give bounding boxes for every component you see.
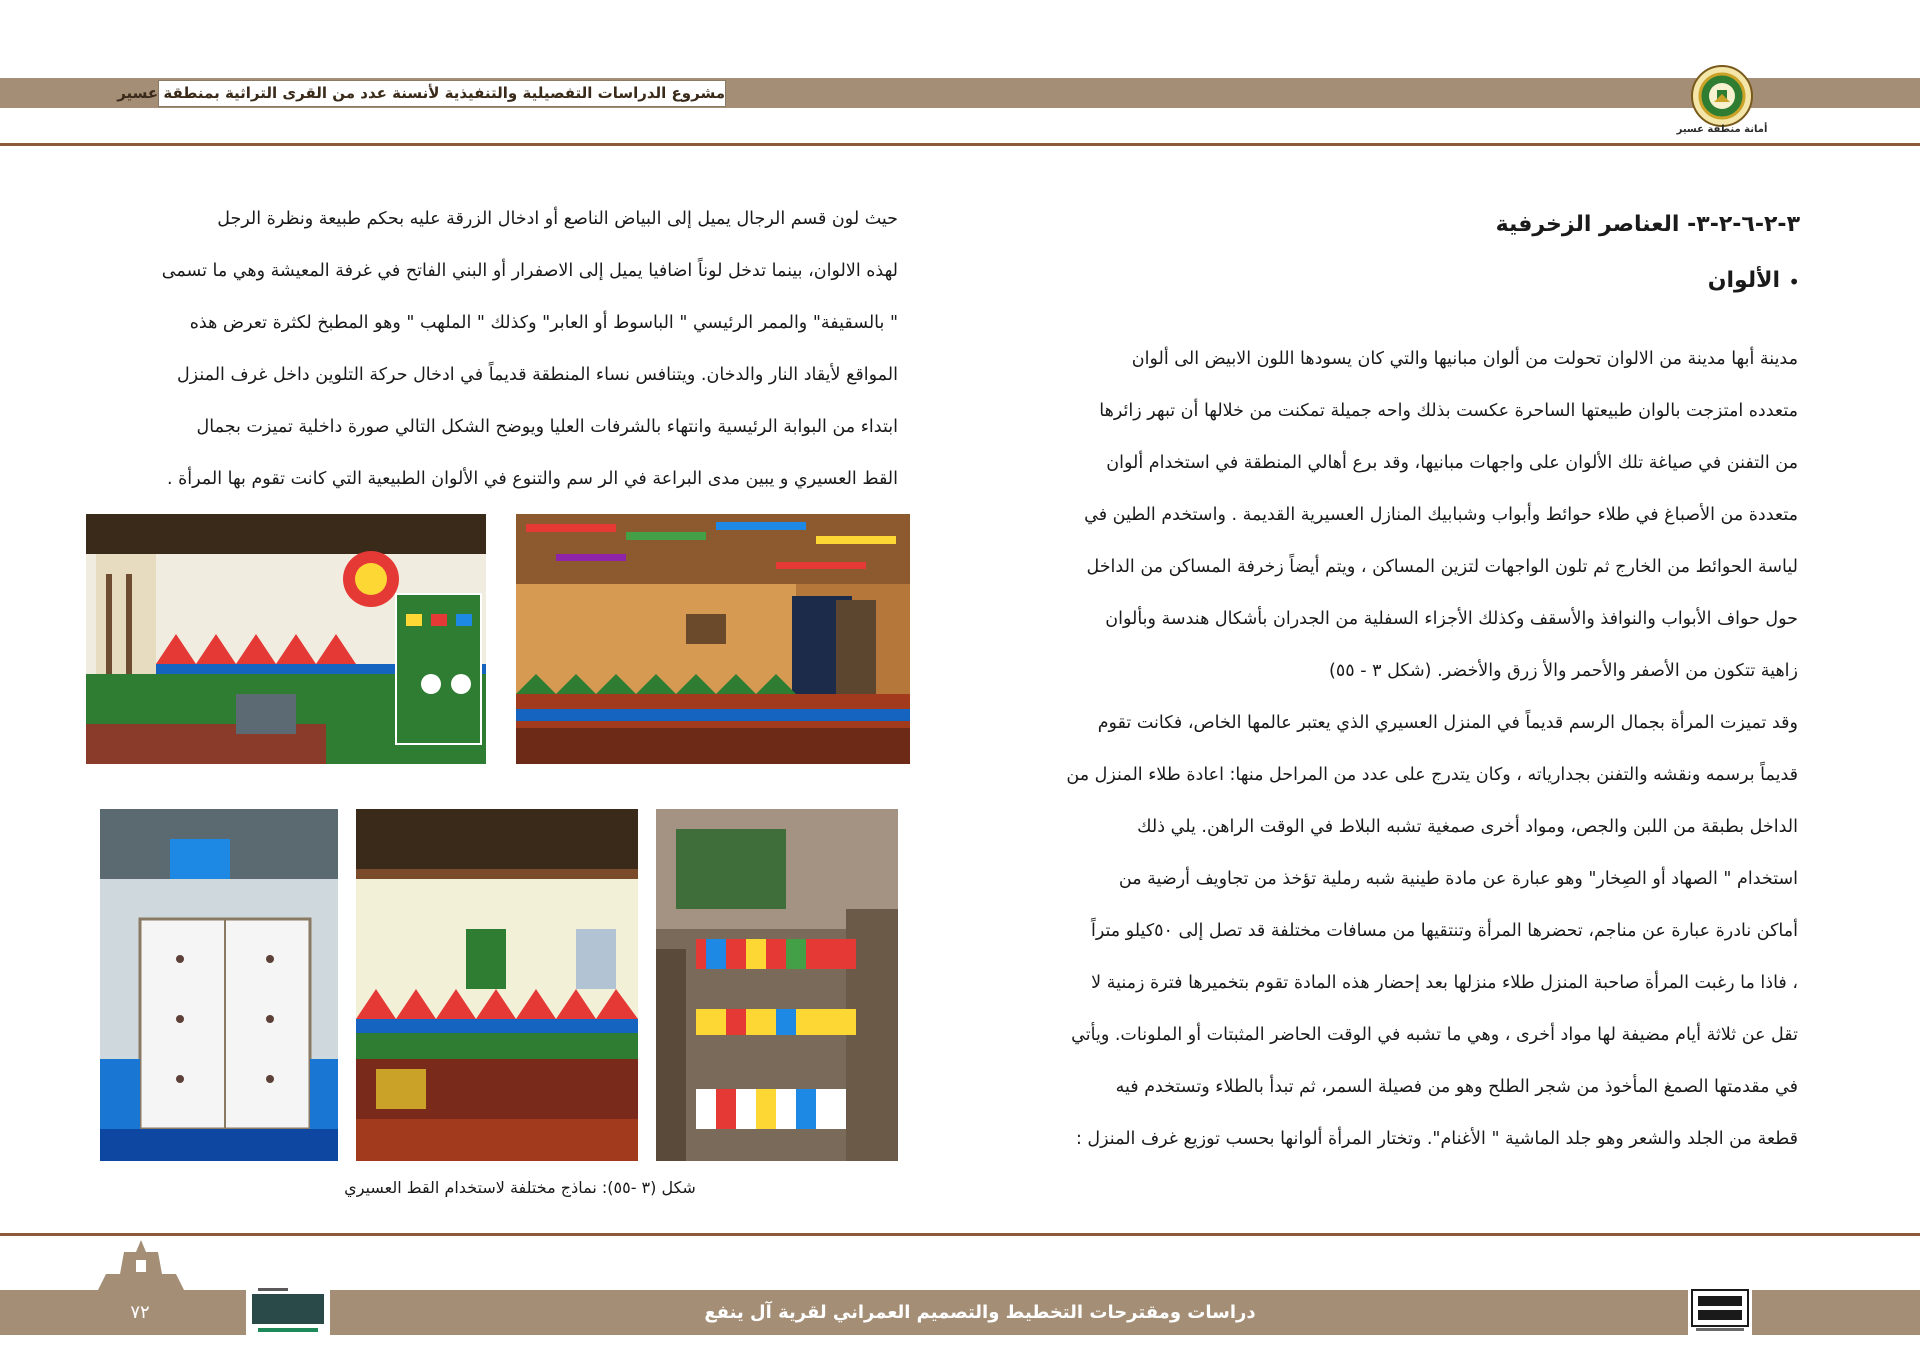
- logo-label: أمانة منطقة عسير: [1676, 124, 1768, 135]
- text-line: حول حواف الأبواب والنوافذ والأسقف وكذلك الأجزاء السفلية من الجدران بأشكال هندسة وبألوان: [1105, 609, 1798, 629]
- text-line: استخدام " الصهاد أو الصِخار" وهو عبارة عن مادة طينية شبه رملية تؤخذ من تجاويف أرضية من: [1118, 869, 1798, 889]
- text-line: متعددة من الأصباغ في طلاء حوائط وأبواب وشبابيك المنازل العسيرية القديمة . واستخدم الطين في: [1084, 505, 1798, 525]
- bullet-icon: •: [1788, 270, 1800, 294]
- subheading-colors: الألوان: [1707, 268, 1780, 293]
- heritage-castle-icon: [96, 1238, 186, 1294]
- figure-caption: شكل (٣ -٥٥): نماذج مختلفة لاستخدام القط العسيري: [344, 1178, 696, 1197]
- text-line: " بالسقيفة" والممر الرئيسي " الباسوط أو العابر" وكذلك " الملهب " وهو المطبخ لكثرة تعرض هذه: [189, 313, 898, 333]
- text-line: أماكن نادرة عبارة عن مناجم، تحضرها المرأة وتنتقيها من مسافات مختلفة قد تصل إلى ٥٠كيلو متراً: [1090, 921, 1798, 941]
- text-line: متعدده امتزجت بالوان طبيعتها الساحرة عكست بذلك واحه جميلة تمكنت من خلالها أن تبهر زائرها: [1099, 401, 1798, 421]
- text-line: مدينة أبها مدينة من الالوان تحولت من ألوان مبانيها والتي كان يسودها اللون الابيض الى ألوان: [1131, 349, 1798, 369]
- text-line: ، فاذا ما رغبت المرأة صاحبة المنزل طلاء منزلها بعد إحضار هذه المادة تقوم بتخميرها فترة زمنية لا: [1091, 973, 1798, 993]
- footer-rule: [0, 1233, 1920, 1236]
- text-line: ابتداء من البوابة الرئيسية وانتهاء بالشرفات العليا ويوضح الشكل التالي صورة داخلية تميزت بجمال: [196, 417, 898, 437]
- header-rule: [0, 143, 1920, 146]
- text-line: القط العسيري و يبين مدى البراعة في الر سم والتنوع في الألوان الطبيعية التي كانت تقوم بها المرأة .: [166, 469, 898, 489]
- text-line: في مقدمتها الصمغ المأخوذ من شجر الطلح وهو من فصيلة السمر، ثم تبدأ بالطلاء وتستخدم فيه: [1115, 1077, 1798, 1097]
- header-title-box: [117, 80, 726, 107]
- text-line: وقد تميزت المرأة بجمال الرسم قديماً في المنزل العسيري الذي يعتبر عالمها الخاص، فكانت تقوم: [1097, 713, 1798, 733]
- text-line: زاهية تتكون من الأصفر والأحمر والأ زرق والأخضر. (شكل ٣ - ٥٥): [1329, 661, 1798, 681]
- beeah-logo-icon: [1688, 1286, 1752, 1336]
- text-line: لهذه الالوان، بينما تدخل لوناً اضافيا يميل إلى الاصفرار أو البني الفاتح في غرفة المعيشة وهي ما تسمى: [161, 261, 898, 281]
- text-line: الداخل بطبقة من اللبن والجص، ومواد أخرى صمغية تشبه البلاط في الوقت الراهن. يلي ذلك: [1137, 817, 1798, 837]
- photo-staircase: [656, 809, 898, 1161]
- asir-municipality-emblem-icon: [1690, 64, 1754, 128]
- footer-title: دراسات ومقترحات التخطيط والتصميم العمراني لقرية آل ينفع: [704, 1302, 1256, 1323]
- project-title: مشروع الدراسات التفصيلية والتنفيذية لأنسنة عدد من القرى التراثية بمنطقة عسير: [117, 84, 725, 102]
- photo-interior-2: [86, 514, 486, 764]
- photo-sitting-room: [356, 809, 638, 1161]
- section-heading: ٣-٢-٦-٢-٣- العناصر الزخرفية: [1495, 212, 1800, 237]
- text-line: المواقع لأيقاد النار والدخان. ويتنافس نساء المنطقة قديماً في ادخال حركة التلوين داخل غرف المنزل: [176, 365, 898, 385]
- page-number: ٧٢: [130, 1302, 150, 1323]
- vision-2030-logo-icon: [246, 1282, 330, 1338]
- text-line: قطعة من الجلد والشعر وهو جلد الماشية " الأغنام". وتختار المرأة ألوانها بحسب توزيع غرف المنزل :: [1075, 1129, 1798, 1149]
- text-line: من التفنن في صياغة تلك الألوان على واجهات مبانيها، وقد برع أهالي المنطقة في استخدام ألوان: [1106, 453, 1798, 473]
- text-line: قديماً برسمه ونقشه والتفنن بجدارياته ، وكان يتدرج على عدد من المراحل منها: اعادة طلاء المنزل من: [1066, 765, 1798, 785]
- photo-interior-1: [516, 514, 910, 764]
- text-line: حيث لون قسم الرجال يميل إلى البياض الناصع أو ادخال الزرقة عليه بحكم طبيعة ونظرة الرجل: [217, 209, 898, 229]
- text-line: تقل عن ثلاثة أيام مضيفة لها مواد أخرى ، وهي ما تشبه في الوقت الحاضر المثبتات أو الملونات. ويأتي: [1071, 1025, 1798, 1045]
- text-line: لياسة الحوائط من الخارج ثم تلون الواجهات لتزين المساكن ، ويتم أيضاً زخرفة المساكن من الداخل: [1086, 557, 1798, 577]
- photo-door: [100, 809, 338, 1161]
